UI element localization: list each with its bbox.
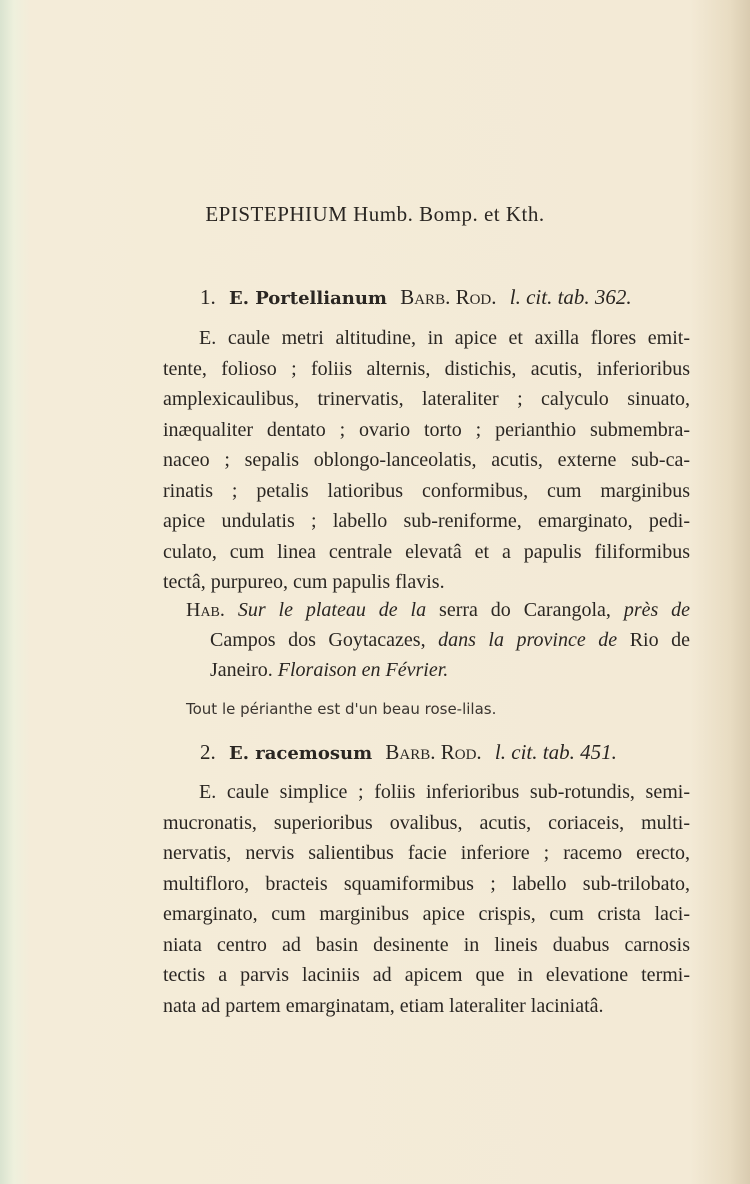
desc-line: apice undulatis ; labello sub-reniforme, emarginato, pedi- xyxy=(163,510,690,532)
entry-1-species: E. Portellianum xyxy=(229,288,387,309)
entry-1-reference: l. cit. tab. 362. xyxy=(509,285,632,309)
desc-line: tente, folioso ; foliis alternis, distichis, acutis, inferioribus xyxy=(163,357,690,380)
habitat-line-2: Campos dos Goytacazes, dans la province de Rio de xyxy=(210,629,690,651)
entry-1-number: 1. xyxy=(200,285,216,309)
entry-1-habitat xyxy=(186,595,690,685)
entry-1-note: Tout le périanthe est d'un beau rose-lilas. xyxy=(186,700,497,718)
desc-line: E. caule simplice ; foliis inferioribus sub-rotundis, semi- xyxy=(199,781,690,803)
desc-line: amplexicaulibus, trinervatis, lateraliter ; calyculo sinuato, xyxy=(163,388,690,410)
habitat-line-1: Hab. Sur le plateau de la serra do Carangola, près de xyxy=(186,599,691,621)
desc-line: culato, cum linea centrale elevatâ et a papulis filiformibus xyxy=(163,540,690,563)
desc-line: inæqualiter dentato ; ovario torto ; perianthio submembra- xyxy=(163,418,690,441)
desc-line: rinatis ; petalis latioribus conformibus, cum marginibus xyxy=(163,479,690,502)
entry-1-author: Barb. Rod. xyxy=(400,285,497,309)
entry-2-number: 2. xyxy=(200,740,216,764)
entry-2-description xyxy=(163,777,690,1021)
entry-2-species: E. racemosum xyxy=(229,743,373,764)
entry-1-description xyxy=(163,323,690,598)
entry-2-reference: l. cit. tab. 451. xyxy=(494,740,617,764)
genus-heading: EPISTEPHIUM Humb. Bomp. et Kth. xyxy=(205,202,545,226)
desc-line: nata ad partem emarginatam, etiam lateraliter laciniatâ. xyxy=(163,994,604,1017)
desc-line: tectâ, purpureo, cum papulis flavis. xyxy=(163,571,445,593)
desc-line: nervatis, nervis salientibus facie inferiore ; racemo erecto, xyxy=(163,842,690,864)
entry-2-author: Barb. Rod. xyxy=(385,740,482,764)
desc-line: E. caule metri altitudine, in apice et axilla flores emit- xyxy=(199,327,690,349)
desc-line: emarginato, cum marginibus apice crispis, cum crista laci- xyxy=(163,903,690,925)
desc-line: naceo ; sepalis oblongo-lanceolatis, acutis, externe sub-ca- xyxy=(163,449,690,471)
desc-line: mucronatis, superioribus ovalibus, acutis, coriaceis, multi- xyxy=(163,811,690,834)
desc-line: niata centro ad basin desinente in lineis duabus carnosis xyxy=(163,933,690,956)
habitat-label: Hab. xyxy=(186,599,225,621)
entry-1-header xyxy=(200,285,690,310)
entry-2-header xyxy=(200,740,690,765)
desc-line: tectis a parvis laciniis ad apicem que in elevatione termi- xyxy=(163,964,690,986)
desc-line: multifloro, bracteis squamiformibus ; labello sub-trilobato, xyxy=(163,872,690,895)
habitat-line-3: Janeiro. Floraison en Février. xyxy=(210,659,449,681)
